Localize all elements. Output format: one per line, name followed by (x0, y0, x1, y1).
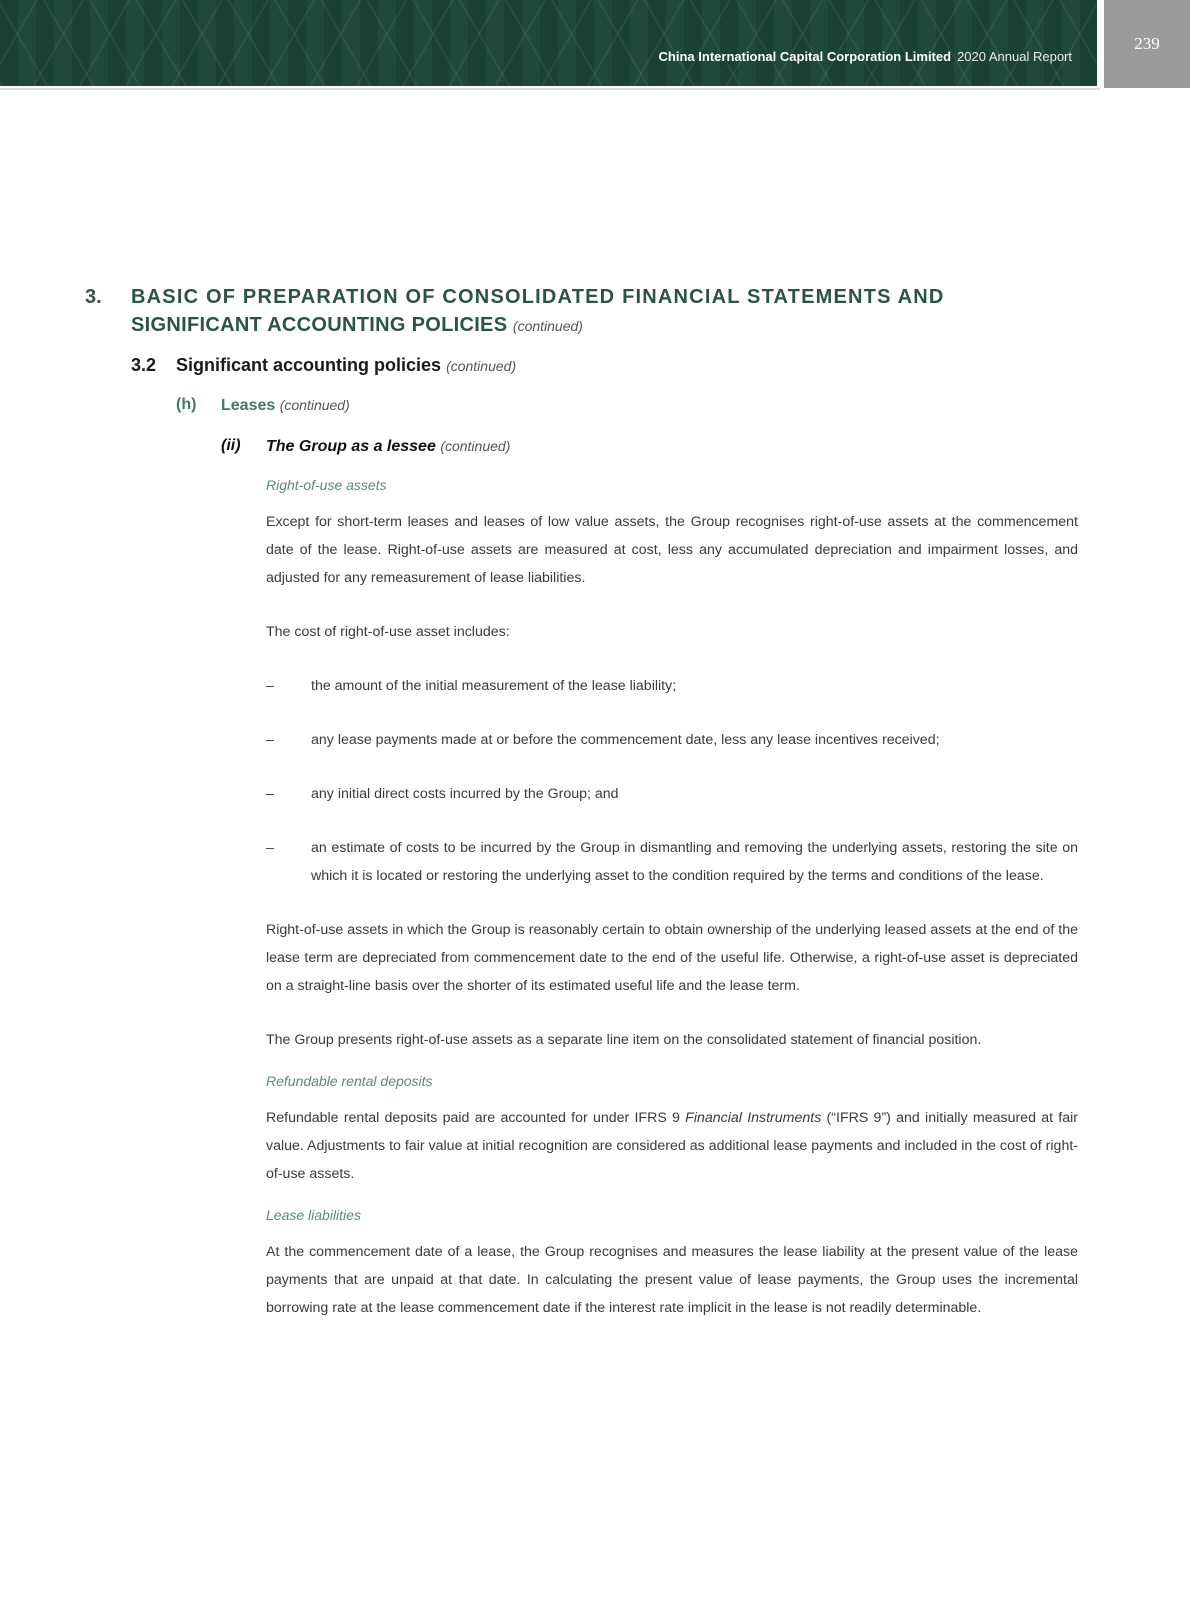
report-name: 2020 Annual Report (957, 49, 1072, 64)
continued-label: (continued) (279, 397, 350, 413)
list-item (266, 726, 1078, 754)
continued-label: (continued) (512, 318, 583, 334)
section-title (131, 283, 1078, 340)
list-item (266, 834, 1078, 890)
heading-lease-liabilities: Lease liabilities (266, 1207, 361, 1223)
item-number: (h) (176, 396, 197, 413)
item-title (221, 394, 350, 417)
paragraph: The Group presents right-of-use assets as a separate line item on the consolidated statement of financial position. (266, 1032, 982, 1048)
text: Refundable rental deposits paid are accounted for under IFRS 9 (266, 1110, 686, 1126)
subitem-heading (0, 435, 1190, 458)
list-item-text: the amount of the initial measurement of the lease liability; (311, 678, 677, 694)
company-name: China International Capital Corporation Limited (658, 49, 952, 64)
continued-label: (continued) (446, 358, 517, 374)
paragraph (266, 1104, 1078, 1188)
list-item-text: any initial direct costs incurred by the Group; and (311, 786, 619, 802)
item-heading (0, 394, 1190, 417)
dash-bullet: – (266, 732, 274, 748)
paragraph: Except for short-term leases and leases of low value assets, the Group recognises right-of-use assets at the commencement date of the lease. Right-of-use assets are measured at cost, less any accumulated depreciation and impairment losses, and adjusted for any remeasurement of lease liabilities. (266, 514, 1078, 586)
list-item (266, 672, 1078, 700)
list-item (266, 780, 1078, 808)
subitem-number: (ii) (221, 437, 241, 454)
continued-label: (continued) (440, 438, 511, 454)
paragraph: Right-of-use assets in which the Group is reasonably certain to obtain ownership of the underlying leased assets at the end of the lease term are depreciated from commencement date to the end of the useful life. Otherwise, a right-of-use asset is depreciated on a straight-line basis over the shorter of its estimated useful life and the lease term. (266, 922, 1078, 994)
subsection-title-text: Significant accounting policies (176, 355, 442, 375)
section-title-line2: SIGNIFICANT ACCOUNTING POLICIES (131, 314, 508, 336)
dash-bullet: – (266, 678, 274, 694)
section-number: 3. (85, 286, 102, 308)
heading-right-of-use-assets: Right-of-use assets (266, 477, 387, 493)
heading-refundable-rental-deposits: Refundable rental deposits (266, 1073, 433, 1089)
dash-bullet: – (266, 786, 274, 802)
subitem-title (266, 435, 510, 458)
subsection-title (176, 353, 516, 378)
subsection-number: 3.2 (131, 355, 157, 375)
item-title-text: Leases (221, 397, 276, 414)
body (266, 474, 1078, 1322)
paragraph: The cost of right-of-use asset includes: (266, 624, 510, 640)
subsection-heading (0, 353, 1190, 378)
text: (“IFRS 9”) and initially measured at fair value. Adjustments to fair value at initial recognition are considered as additional lease payments and included in the cost of right-of-use assets. (266, 1110, 1078, 1182)
section-title-line1: BASIC OF PREPARATION OF CONSOLIDATED FINANCIAL STATEMENTS AND (131, 286, 945, 308)
page-number: 239 (1104, 0, 1190, 88)
list-item-text: any lease payments made at or before the commencement date, less any lease incentives received; (311, 732, 940, 748)
dash-bullet: – (266, 840, 274, 856)
list-item-text: an estimate of costs to be incurred by the Group in dismantling and removing the underlying assets, restoring the site on which it is located or restoring the underlying asset to the condition required by the terms and conditions of the lease. (311, 840, 1078, 884)
subitem-title-text: The Group as a lessee (266, 438, 436, 455)
paragraph: At the commencement date of a lease, the Group recognises and measures the lease liability at the present value of the lease payments that are unpaid at that date. In calculating the present value of lease payments, the Group uses the incremental borrowing rate at the lease commencement date if the interest rate implicit in the lease is not readily determinable. (266, 1244, 1078, 1316)
section-heading (0, 283, 1190, 340)
italic-text: Financial Instruments (685, 1110, 822, 1126)
